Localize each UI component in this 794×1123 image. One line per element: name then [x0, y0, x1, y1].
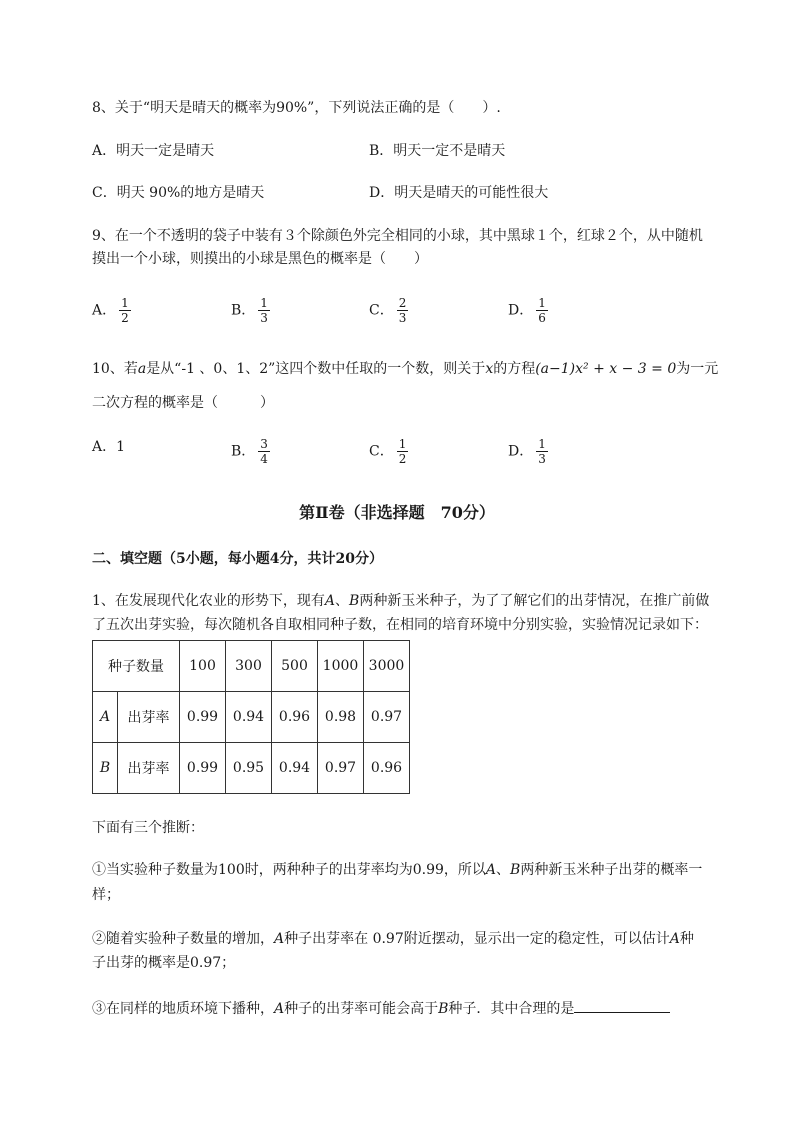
inference-intro: 下面有三个推断：	[92, 820, 204, 836]
q10-text: 是从“-1 、0、1、2”这四个数中任取的一个数，则关于	[146, 361, 486, 377]
fraction-numerator: 1	[260, 296, 268, 310]
value-cell: 0.94	[226, 692, 272, 743]
value-cell: 0.97	[318, 743, 364, 794]
q8-stem: 8、关于“明天是晴天的概率为90%”，下列说法正确的是（ ）.	[92, 100, 501, 116]
option-prefix: B．	[231, 302, 256, 319]
equation: (a−1)x² + x − 3 = 0	[535, 361, 677, 377]
value-cell: 0.98	[318, 692, 364, 743]
row-label-cell: 出芽率	[118, 743, 180, 794]
option-prefix: D．	[508, 302, 534, 319]
q9-option-c	[369, 296, 408, 325]
fraction	[536, 437, 548, 466]
q10-stem-line1	[92, 359, 718, 379]
answer-blank[interactable]	[574, 998, 670, 1013]
f1-text: 、	[335, 593, 350, 609]
header-cell: 1000	[318, 641, 364, 692]
fraction-numerator: 1	[538, 296, 546, 310]
row-label-cell: 出芽率	[118, 692, 180, 743]
inference-1-line1	[92, 860, 702, 880]
header-cell: 500	[272, 641, 318, 692]
fraction-denominator: 3	[398, 311, 407, 325]
fraction-numerator: 1	[121, 296, 129, 310]
f1-text: 两种新玉米种子，为了了解它们的出芽情况，在推广前做	[359, 593, 710, 609]
var-a: a	[137, 361, 147, 377]
inference-text: 种子出芽率在 0.97附近摆动，显示出一定的稳定性，可以估计	[284, 931, 670, 947]
fraction-denominator: 6	[538, 311, 546, 325]
q10-text: 10、若	[92, 361, 138, 377]
f1-line2: 了五次出芽实验，每次随机各自取相同种子数，在相同的培育环境中分别实验，实验情况记录如下：	[92, 617, 708, 633]
inference-text: 种子的出芽率可能会高于	[284, 1001, 439, 1017]
value-cell: 0.95	[226, 743, 272, 794]
fraction	[258, 296, 270, 325]
option-prefix: D．	[508, 443, 534, 460]
header-cell: 3000	[364, 641, 410, 692]
var-A: A	[274, 931, 285, 947]
fraction	[258, 437, 270, 466]
q10-option-d	[508, 437, 548, 466]
table-row	[93, 743, 410, 794]
q10-option-b	[231, 437, 270, 466]
value-cell: 0.99	[180, 743, 226, 794]
var-B: B	[349, 593, 360, 609]
inference-2-line2: 子出芽的概率是0.97；	[92, 955, 236, 971]
q9-option-d	[508, 296, 548, 325]
header-cell: 100	[180, 641, 226, 692]
seed-table	[92, 640, 410, 794]
value-cell: 0.99	[180, 692, 226, 743]
fraction	[397, 437, 409, 466]
inference-text: 、	[496, 862, 511, 878]
q9-stem-line1: 9、在一个不透明的袋子中装有３个除颜色外完全相同的小球，其中黑球１个，红球２个，从中随机	[92, 228, 703, 244]
q10-text: 为一元	[676, 361, 719, 377]
q10-stem-line2: 二次方程的概率是（ ）	[92, 395, 274, 411]
f1-line1	[92, 591, 709, 611]
table-row	[93, 641, 410, 692]
fraction-denominator: 2	[398, 452, 407, 466]
option-prefix: A．	[92, 302, 117, 319]
var-A: A	[669, 931, 680, 947]
q9-stem-line2: 摸出一个小球，则摸出的小球是黑色的概率是（ ）	[92, 251, 428, 267]
inference-text: ③在同样的地质环境下播种，	[92, 1001, 274, 1017]
fraction-numerator: 2	[398, 296, 407, 310]
option-prefix: C．	[369, 302, 394, 319]
fraction	[119, 296, 131, 325]
var-B: B	[510, 862, 521, 878]
inference-2-line1	[92, 929, 694, 949]
fraction	[536, 296, 548, 325]
var-A: A	[324, 593, 336, 609]
option-prefix: B．	[231, 443, 256, 460]
inference-3-line	[92, 998, 670, 1019]
q8-option-b: B．明天一定不是晴天	[369, 143, 506, 159]
inference-text: 两种新玉米种子出芽的概率一	[520, 862, 703, 878]
value-cell: 0.96	[364, 743, 410, 794]
value-cell: 0.94	[272, 743, 318, 794]
var-A: A	[485, 862, 497, 878]
q8-option-a: A．明天一定是晴天	[92, 143, 215, 159]
header-cell: 种子数量	[93, 641, 180, 692]
q9-option-a	[92, 296, 131, 325]
value-cell: 0.97	[364, 692, 410, 743]
fraction-numerator: 1	[538, 437, 546, 451]
var-x: x	[485, 361, 494, 377]
inference-text: 种	[679, 931, 694, 947]
q8-option-c: C．明天 90%的地方是晴天	[92, 185, 265, 201]
fraction-numerator: 1	[398, 437, 407, 451]
section-heading: 二、填空题（5小题，每小题4分，共计20分）	[92, 551, 383, 567]
table-row	[93, 692, 410, 743]
fraction	[397, 296, 409, 325]
var-B: B	[438, 1001, 449, 1017]
fraction-denominator: 4	[260, 452, 268, 466]
row-name-cell: B	[93, 743, 118, 794]
f1-text: 1、在发展现代化农业的形势下，现有	[92, 593, 325, 609]
fraction-denominator: 3	[260, 311, 268, 325]
inference-text: 种子．其中合理的是	[448, 1001, 575, 1017]
option-prefix: A．1	[92, 439, 126, 455]
inference-text: ②随着实验种子数量的增加，	[92, 931, 274, 947]
fraction-denominator: 2	[121, 311, 129, 325]
q10-text: 的方程	[493, 361, 536, 377]
q10-option-a	[92, 437, 125, 457]
row-name-cell: A	[93, 692, 118, 743]
header-cell: 300	[226, 641, 272, 692]
fraction-denominator: 3	[538, 452, 546, 466]
inference-text: ①当实验种子数量为100时，两种种子的出芽率均为0.99，所以	[92, 862, 486, 878]
q9-option-b	[231, 296, 270, 325]
q10-option-c	[369, 437, 408, 466]
var-A: A	[274, 1001, 285, 1017]
option-prefix: C．	[369, 443, 394, 460]
q8-option-d: D．明天是晴天的可能性很大	[369, 185, 549, 201]
part2-title: 第Ⅱ卷（非选择题 70分）	[299, 503, 495, 522]
value-cell: 0.96	[272, 692, 318, 743]
inference-1-line2: 样；	[92, 887, 120, 903]
fraction-numerator: 3	[260, 437, 268, 451]
